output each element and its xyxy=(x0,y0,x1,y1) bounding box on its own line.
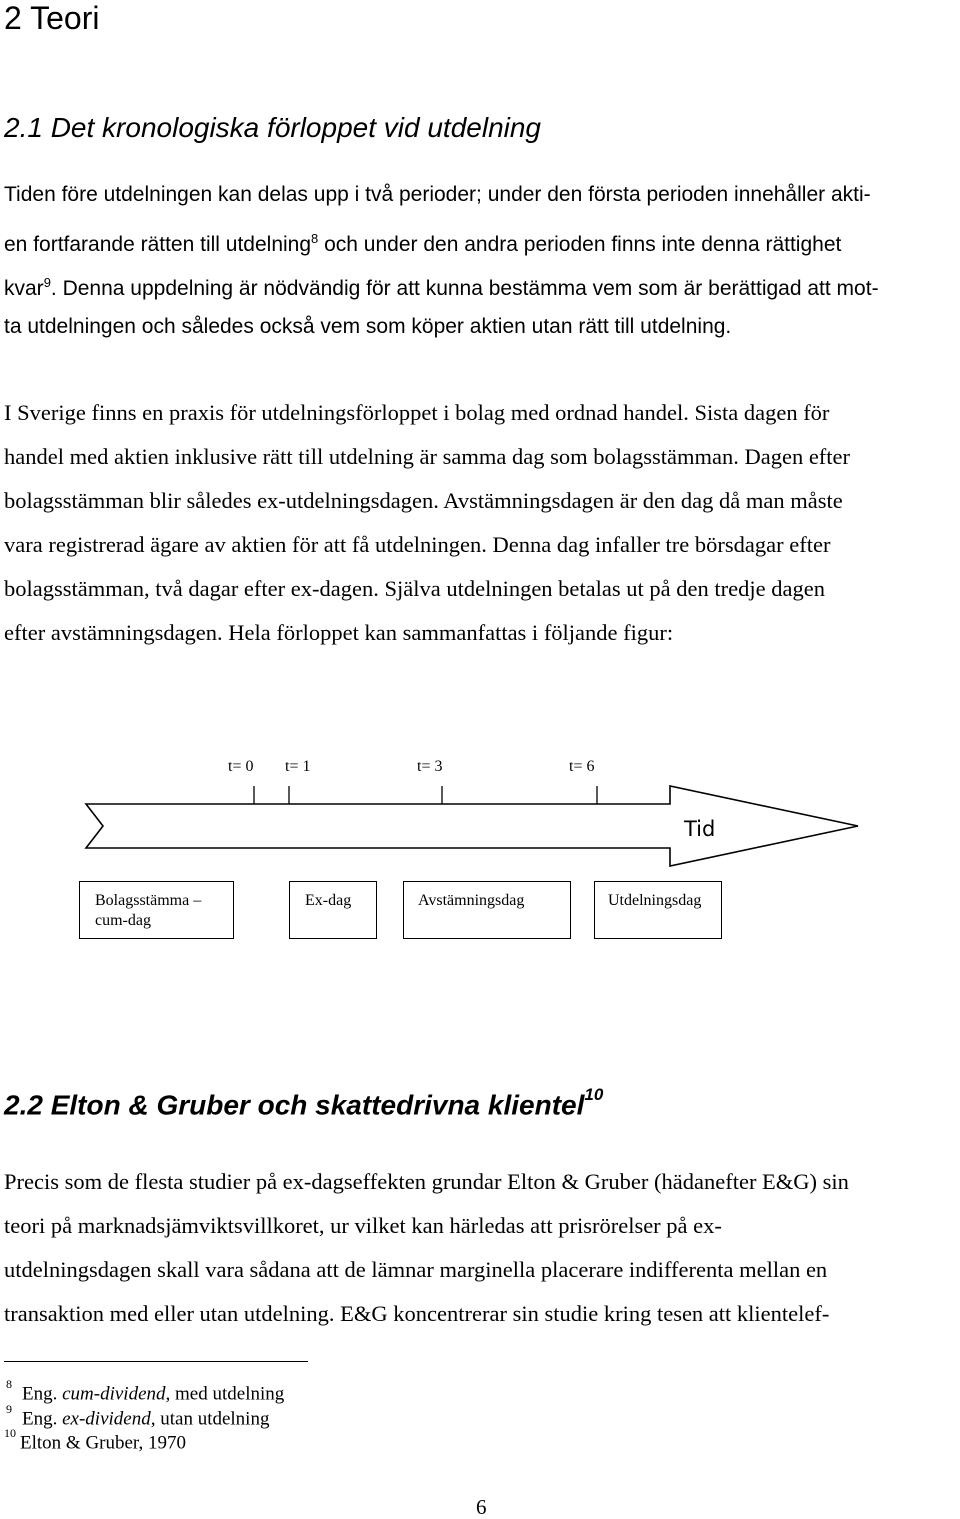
footnote-ref-9[interactable]: 9 xyxy=(43,275,51,290)
para2-line: bolagsstämman blir således ex-utdelningsdagen. Avstämningsdagen är den dag då man måste xyxy=(4,488,843,513)
event-box-bolagsstamma xyxy=(79,881,234,939)
footnote-number: 10 xyxy=(4,1426,16,1440)
footnote-ref-8[interactable]: 8 xyxy=(311,231,319,246)
text-span: Eng. xyxy=(22,1408,63,1430)
chapter-heading: 2 Teori xyxy=(4,0,100,36)
para2-line: I Sverige finns en praxis för utdelningsförloppet i bolag med ordnad handel. Sista dagen för xyxy=(4,400,830,425)
event-box-avstamningsdag xyxy=(403,881,571,939)
arrow-label-tid: Tid xyxy=(684,817,716,841)
tick-label-t6: t= 6 xyxy=(569,758,595,775)
para3-line: teori på marknadsjämviktsvillkoret, ur vilket kan härledas att prisrörelser på ex- xyxy=(4,1213,722,1238)
footnote-10 xyxy=(4,1425,186,1455)
event-box-ex-dag xyxy=(289,881,377,939)
tick-label-t1: t= 1 xyxy=(285,758,311,775)
section-heading-2-2 xyxy=(4,1080,603,1124)
footnote-ref-10[interactable]: 10 xyxy=(584,1085,604,1104)
para1-line: Tiden före utdelningen kan delas upp i två perioder; under den första perioden innehåller akti- xyxy=(4,183,871,206)
footnote-number: 9 xyxy=(6,1402,12,1416)
box-label: cum-dag xyxy=(95,912,151,929)
para3-line: transaktion med eller utan utdelning. E&G koncentrerar sin studie kring tesen att klientelef- xyxy=(4,1301,830,1326)
footnote-separator xyxy=(4,1361,308,1362)
text-span: Elton & Gruber, 1970 xyxy=(20,1432,186,1454)
text-span: kvar xyxy=(4,277,44,300)
text-span: ex-dividend, xyxy=(62,1408,156,1430)
arrow-shape xyxy=(86,786,858,866)
footnote-number: 8 xyxy=(6,1377,12,1391)
box-label: Avstämningsdag xyxy=(418,892,525,909)
page-number: 6 xyxy=(476,1495,487,1519)
para3-line: Precis som de flesta studier på ex-dagseffekten grundar Elton & Gruber (hädanefter E&G) sin xyxy=(4,1169,849,1194)
box-label: Ex-dag xyxy=(305,892,352,909)
tick-label-t3: t= 3 xyxy=(417,758,443,775)
box-label: Bolagsstämma – xyxy=(95,892,202,909)
para3-line: utdelningsdagen skall vara sådana att de lämnar marginella placerare indifferenta mellan en xyxy=(4,1257,828,1282)
text-span: cum-dividend, xyxy=(62,1383,171,1405)
text-span: och under den andra perioden finns inte denna rättighet xyxy=(318,233,842,256)
text-span: Eng. xyxy=(22,1383,63,1405)
para2-line: handel med aktien inklusive rätt till utdelning är samma dag som bolagsstämman. Dagen efter xyxy=(4,444,851,469)
para2-line: bolagsstämman, två dagar efter ex-dagen. Själva utdelningen betalas ut på den tredje dagen xyxy=(4,576,825,601)
heading-text: 2.2 Elton & Gruber och skattedrivna klientel xyxy=(4,1089,585,1121)
event-box-utdelningsdag xyxy=(594,881,722,939)
tick-label-t0: t= 0 xyxy=(228,758,254,775)
text-span: . Denna uppdelning är nödvändig för att kunna bestämma vem som är berättigad att mot- xyxy=(50,277,879,300)
text-span: med utdelning xyxy=(170,1383,285,1405)
section-heading-2-1: 2.1 Det kronologiska förloppet vid utdelning xyxy=(4,112,542,143)
box-label: Utdelningsdag xyxy=(608,892,702,909)
para2-line: efter avstämningsdagen. Hela förloppet kan sammanfattas i följande figur: xyxy=(4,620,674,645)
text-span: utan utdelning xyxy=(155,1408,270,1430)
para2-line: vara registrerad ägare av aktien för att få utdelningen. Denna dag infaller tre börsdagar efter xyxy=(4,532,831,557)
para1-line: ta utdelningen och således också vem som köper aktien utan rätt till utdelning. xyxy=(4,315,732,338)
text-span: en fortfarande rätten till utdelning xyxy=(4,233,312,256)
